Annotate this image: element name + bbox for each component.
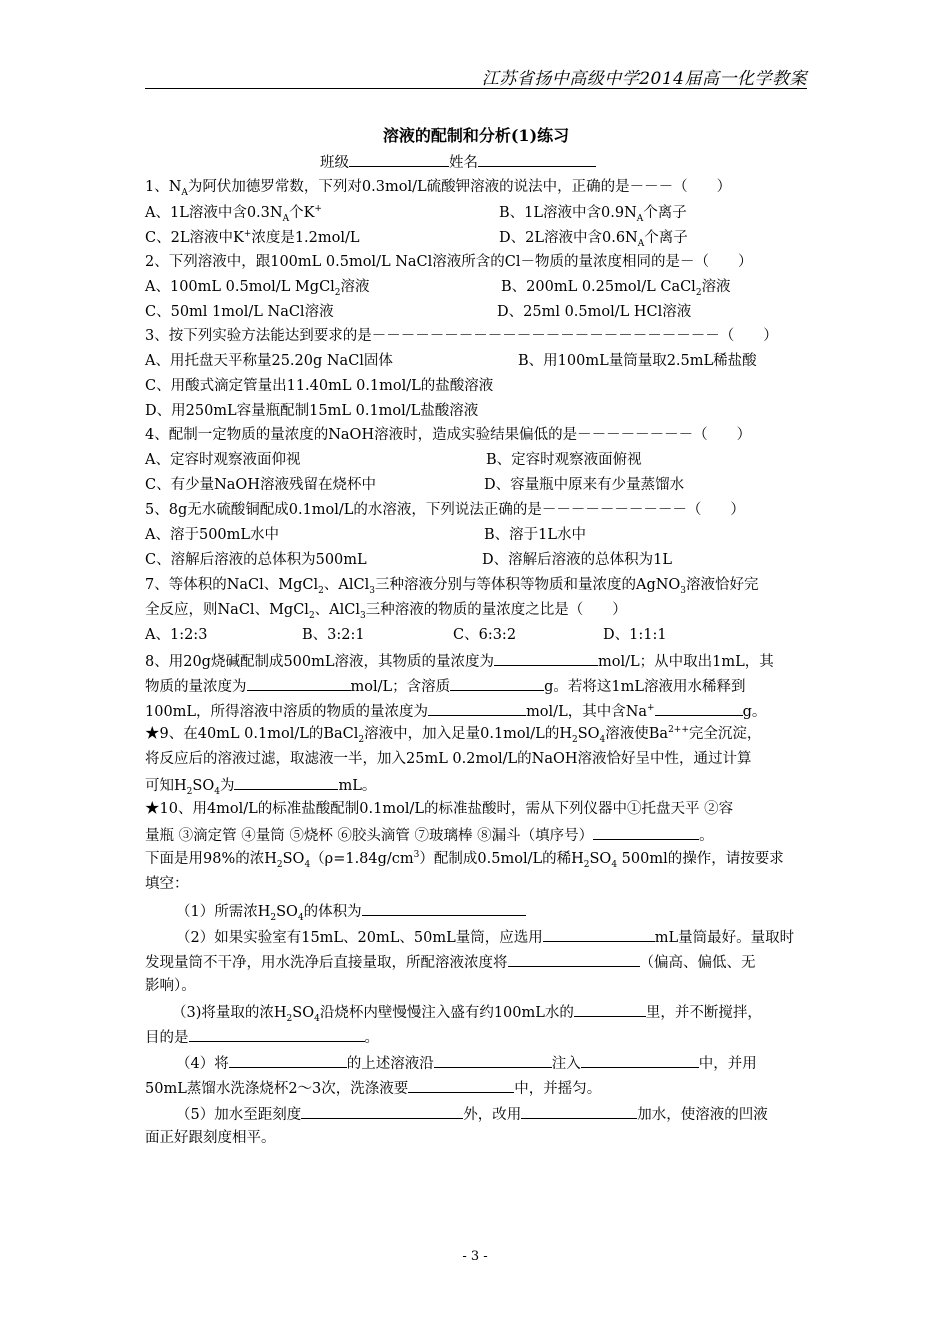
q4-option-d: D、容量瓶中原来有少量蒸馏水 <box>484 477 685 493</box>
q10-effect-blank[interactable] <box>508 952 640 967</box>
q7-line-1: 7、等体积的NaCl、MgCl$_2$、AlCl$_3$三种溶液分别与等体积等物质和量浓度的AgNO$_3$溶液恰好完 <box>145 577 759 596</box>
q8-blank-1[interactable] <box>494 651 598 666</box>
q10-state-blank[interactable] <box>229 1053 347 1068</box>
class-label: 班级 <box>320 155 349 171</box>
q10-distance-blank[interactable] <box>301 1104 463 1119</box>
q10-part-2-line-2: 发现量筒不干净，用水洗净后直接量取，所配溶液浓度将 （偏高、偏低、无 <box>145 952 756 972</box>
q10-volume-blank[interactable] <box>362 901 526 916</box>
page-number: - 3 - <box>462 1249 488 1264</box>
q10-part-3-line-2: 目的是 。 <box>145 1027 379 1047</box>
q7-option-a: A、1:2:3 <box>145 627 208 643</box>
q7-line-2: 全反应，则NaCl、MgCl$_2$、AlCl$_3$三种溶液的物质的量浓度之比是（ ） <box>145 602 627 621</box>
q10-tool-blank[interactable] <box>521 1104 637 1119</box>
q10-line-1: ★10、用4mol/L的标准盐酸配制0.1mol/L的标准盐酸时，需从下列仪器中①托盘天平 ②容 <box>145 801 734 817</box>
name-label: 姓名 <box>449 155 478 171</box>
q5-option-a: A、溶于500mL水中 <box>145 527 280 543</box>
q10-wash-blank[interactable] <box>408 1078 514 1093</box>
q1-stem: 1、$N_A$为阿伏加德罗常数，下列对0.3mol/L硫酸钾溶液的说法中，正确的是－－－（ ） <box>145 179 732 198</box>
q10-line-2: 量瓶 ③滴定管 ④量筒 ⑤烧杯 ⑥胶头滴管 ⑦玻璃棒 ⑧漏斗（填序号） 。 <box>145 825 714 845</box>
q9-line-3: 可知$H_2SO_4$为 mL。 <box>145 775 376 795</box>
q3-option-c: C、用酸式滴定管量出11.40mL 0.1mol/L的盐酸溶液 <box>145 378 494 394</box>
q9-line-1: ★9、在40mL 0.1mol/L的BaCl$_2$溶液中，加入足量0.1mol/L的$H_2SO_4$溶液使$Ba^{2++}$完全沉淀， <box>145 725 762 745</box>
q5-option-c: C、溶解后溶液的总体积为500mL <box>145 552 367 568</box>
q7-option-c: C、6:3:2 <box>453 627 517 643</box>
q10-part-3-line-1: （3)将量取的浓$H_2SO_4$沿烧杯内壁慢慢注入盛有约100mL水的 里，并不断搅拌， <box>172 1002 762 1022</box>
q8-blank-2[interactable] <box>247 676 351 691</box>
q10-part-2-line-1: （2）如果实验室有15mL、20mL、50mL量筒，应选用 mL量筒最好。量取时 <box>176 927 794 947</box>
q4-option-b: B、定容时观察液面俯视 <box>486 452 642 468</box>
q10-purpose-blank[interactable] <box>189 1027 365 1042</box>
q2-option-a: A、100mL 0.5mol/L MgCl$_2$溶液 <box>145 279 370 298</box>
worksheet-title: 溶液的配制和分析(1)练习 <box>382 126 570 145</box>
q10-line-4: 填空： <box>145 876 189 892</box>
q7-option-b: B、3:2:1 <box>302 627 365 643</box>
q1-option-c: C、2L溶液中K+浓度是1.2mol/L <box>145 229 360 246</box>
q3-option-a: A、用托盘天平称量25.20g NaCl固体 <box>145 353 393 369</box>
q8-line-2: 物质的量浓度为 mol/L；含溶质 g。若将这1mL溶液用水稀释到 <box>145 676 746 696</box>
q8-line-3: 100mL，所得溶液中溶质的物质的量浓度为 mol/L，其中含Na+ g。 <box>145 701 766 721</box>
q3-stem: 3、按下列实验方法能达到要求的是－－－－－－－－－－－－－－－－－－－－－－－－（ ） <box>145 328 778 344</box>
name-blank[interactable] <box>478 152 596 167</box>
q10-line-3: 下面是用98%的浓$H_2SO_4(\rho=1.84g/cm^3)$配制成0.5mol/L的稀$H_2SO_4$ 500ml的操作，请按要求 <box>145 850 784 870</box>
q10-part-4-line-2: 50mL蒸馏水洗涤烧杯2～3次，洗涤液要 中，并摇匀。 <box>145 1078 601 1098</box>
q10-part-5-line-2: 面正好跟刻度相平。 <box>145 1130 276 1146</box>
header-rule <box>145 88 807 89</box>
q10-part-1: （1）所需浓$H_2SO_4$的体积为 <box>176 901 526 921</box>
q4-option-a: A、定容时观察液面仰视 <box>145 452 301 468</box>
q5-stem: 5、8g无水硫酸铜配成0.1mol/L的水溶液，下列说法正确的是－－－－－－－－－－（ ） <box>145 502 745 518</box>
q5-option-b: B、溶于1L水中 <box>484 527 587 543</box>
q10-part-5-line-1: （5）加水至距刻度 外，改用 加水，使溶液的凹液 <box>176 1104 768 1124</box>
q8-blank-3[interactable] <box>450 676 544 691</box>
q10-along-blank[interactable] <box>434 1053 552 1068</box>
q10-instrument-blank[interactable] <box>593 825 699 840</box>
q2-stem: 2、下列溶液中，跟100mL 0.5mol/L NaCl溶液所含的Cl－物质的量浓度相同的是－（ ） <box>145 254 753 270</box>
q1-option-d: D、2L溶液中含$0.6N_A$个离子 <box>499 230 688 249</box>
q8-blank-4[interactable] <box>428 701 526 716</box>
q8-blank-5[interactable] <box>655 701 743 716</box>
q3-option-d: D、用250mL容量瓶配制15mL 0.1mol/L盐酸溶液 <box>145 403 479 419</box>
q10-part-2-line-3: 影响）。 <box>145 978 196 994</box>
q10-container-blank[interactable] <box>574 1002 646 1017</box>
q4-option-c: C、有少量NaOH溶液残留在烧杯中 <box>145 477 376 493</box>
q10-cylinder-blank[interactable] <box>543 927 655 942</box>
q2-option-b: B、200mL 0.25mol/L CaCl$_2$溶液 <box>501 279 731 298</box>
q5-option-d: D、溶解后溶液的总体积为1L <box>482 552 672 568</box>
class-blank[interactable] <box>349 152 449 167</box>
q4-stem: 4、配制一定物质的量浓度的NaOH溶液时，造成实验结果偏低的是－－－－－－－－（ ） <box>145 427 752 443</box>
q9-line-2: 将反应后的溶液过滤，取滤液一半，加入25mL 0.2mol/L的NaOH溶液恰好呈中性，通过计算 <box>145 751 752 767</box>
q2-option-c: C、50ml 1mol/L NaCl溶液 <box>145 304 334 320</box>
q10-part-4-line-1: （4）将 的上述溶液沿 注入 中，并用 <box>176 1053 757 1073</box>
q9-blank[interactable] <box>234 775 338 790</box>
q7-option-d: D、1:1:1 <box>603 627 667 643</box>
q10-into-blank[interactable] <box>581 1053 699 1068</box>
document-header: 江苏省扬中高级中学2014届高一化学教案 <box>481 69 807 89</box>
student-info-line <box>320 152 596 172</box>
q1-option-a: A、1L溶液中含$0.3N_A$个K+ <box>145 204 322 224</box>
q3-option-b: B、用100mL量筒量取2.5mL稀盐酸 <box>518 353 757 369</box>
q1-option-b: B、1L溶液中含$0.9N_A$个离子 <box>499 205 687 224</box>
q8-line-1: 8、用20g烧碱配制成500mL溶液，其物质的量浓度为 mol/L；从中取出1mL，其 <box>145 651 774 671</box>
q2-option-d: D、25ml 0.5mol/L HCl溶液 <box>497 304 692 320</box>
